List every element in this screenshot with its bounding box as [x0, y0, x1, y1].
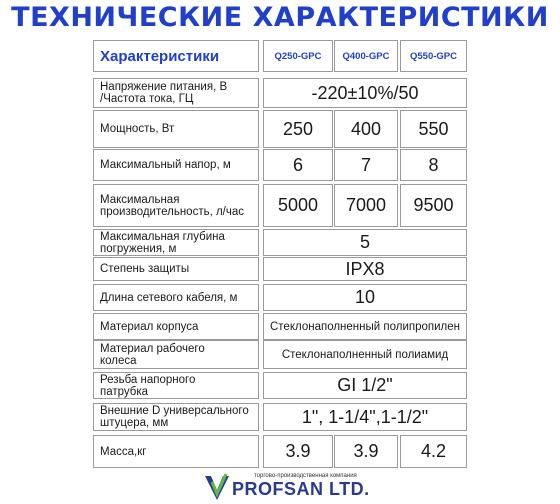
row-value-cell: 8	[400, 149, 467, 181]
row-value-cell: 7	[334, 149, 398, 181]
row-value-cell: 7000	[334, 184, 398, 227]
row-label-line: Максимальная глубина	[100, 230, 225, 243]
row-label-line: производительность, л/час	[100, 205, 245, 218]
row-label-line: Материал рабочего	[100, 342, 205, 355]
row-value-cell: 4.2	[400, 435, 467, 468]
row-label-line: колеса	[100, 354, 137, 367]
row-label-cell	[93, 257, 259, 281]
row-value-cell: 250	[263, 110, 333, 148]
header-model-q550-gpc: Q550-GPC	[400, 40, 467, 72]
row-label-line: Степень защиты	[100, 263, 190, 275]
row-value-cell: 550	[400, 110, 467, 148]
row-label-cell	[93, 110, 259, 148]
row-label-cell	[93, 184, 259, 227]
row-label-line: /Частота тока, ГЦ	[100, 93, 194, 105]
row-label-cell	[93, 313, 259, 340]
row-label-line: Резьба напорного	[100, 373, 196, 386]
row-label-line: Внешние D универсального	[100, 405, 249, 417]
header-model-q400-gpc: Q400-GPC	[334, 40, 398, 72]
row-value-cell: 3.9	[334, 435, 398, 468]
row-label-line: Максимальный напор, м	[100, 159, 231, 171]
row-label-line: Мощность, Вт	[100, 123, 175, 135]
row-value-cell: 10	[263, 284, 467, 311]
row-label-line: погружения, м	[100, 242, 177, 255]
header-label-cell: Характеристики	[93, 40, 259, 72]
row-value-cell: 1", 1-1/4",1-1/2"	[263, 403, 467, 431]
row-value-cell: 9500	[400, 184, 467, 227]
row-value-cell: 400	[334, 110, 398, 148]
row-label-cell	[93, 78, 259, 108]
row-label-line: Максимальная	[100, 193, 180, 206]
row-label-cell	[93, 340, 259, 369]
row-label-line: Длина сетевого кабеля, м	[100, 291, 238, 304]
row-label-line: Напряжение питания, В	[100, 81, 228, 93]
row-label-cell	[93, 403, 259, 431]
row-label-line: патрубка	[100, 385, 149, 398]
row-value-cell: GI 1/2"	[263, 372, 467, 399]
row-value-cell: 3.9	[263, 435, 333, 468]
row-label-cell	[93, 149, 259, 181]
page-title: ТЕХНИЧЕСКИЕ ХАРАКТЕРИСТИКИ	[11, 2, 549, 33]
row-value-cell: IPX8	[263, 257, 467, 281]
row-value-cell: Стеклонаполненный полипропилен	[263, 313, 467, 340]
company-type-text: торгово-производственная компания	[254, 473, 357, 479]
row-value-cell: 6	[263, 149, 333, 181]
brand-name: PROFSAN LTD.	[232, 479, 370, 499]
row-value-cell: 5	[263, 229, 467, 256]
row-label-cell	[93, 229, 259, 256]
row-label-line: Масса,кг	[100, 445, 147, 458]
row-label-cell	[93, 435, 259, 468]
row-value-cell: -220±10%/50	[263, 78, 467, 108]
row-label-line: Материал корпуса	[100, 320, 199, 333]
row-label-line: штуцера, мм	[100, 417, 169, 429]
row-label-cell	[93, 284, 259, 311]
row-label-cell	[93, 372, 259, 399]
header-model-q250-gpc: Q250-GPC	[263, 40, 333, 72]
profsan-logo-icon	[203, 472, 231, 502]
row-value-cell: 5000	[263, 184, 333, 227]
row-value-cell: Стеклонаполненный полиамид	[263, 340, 467, 369]
